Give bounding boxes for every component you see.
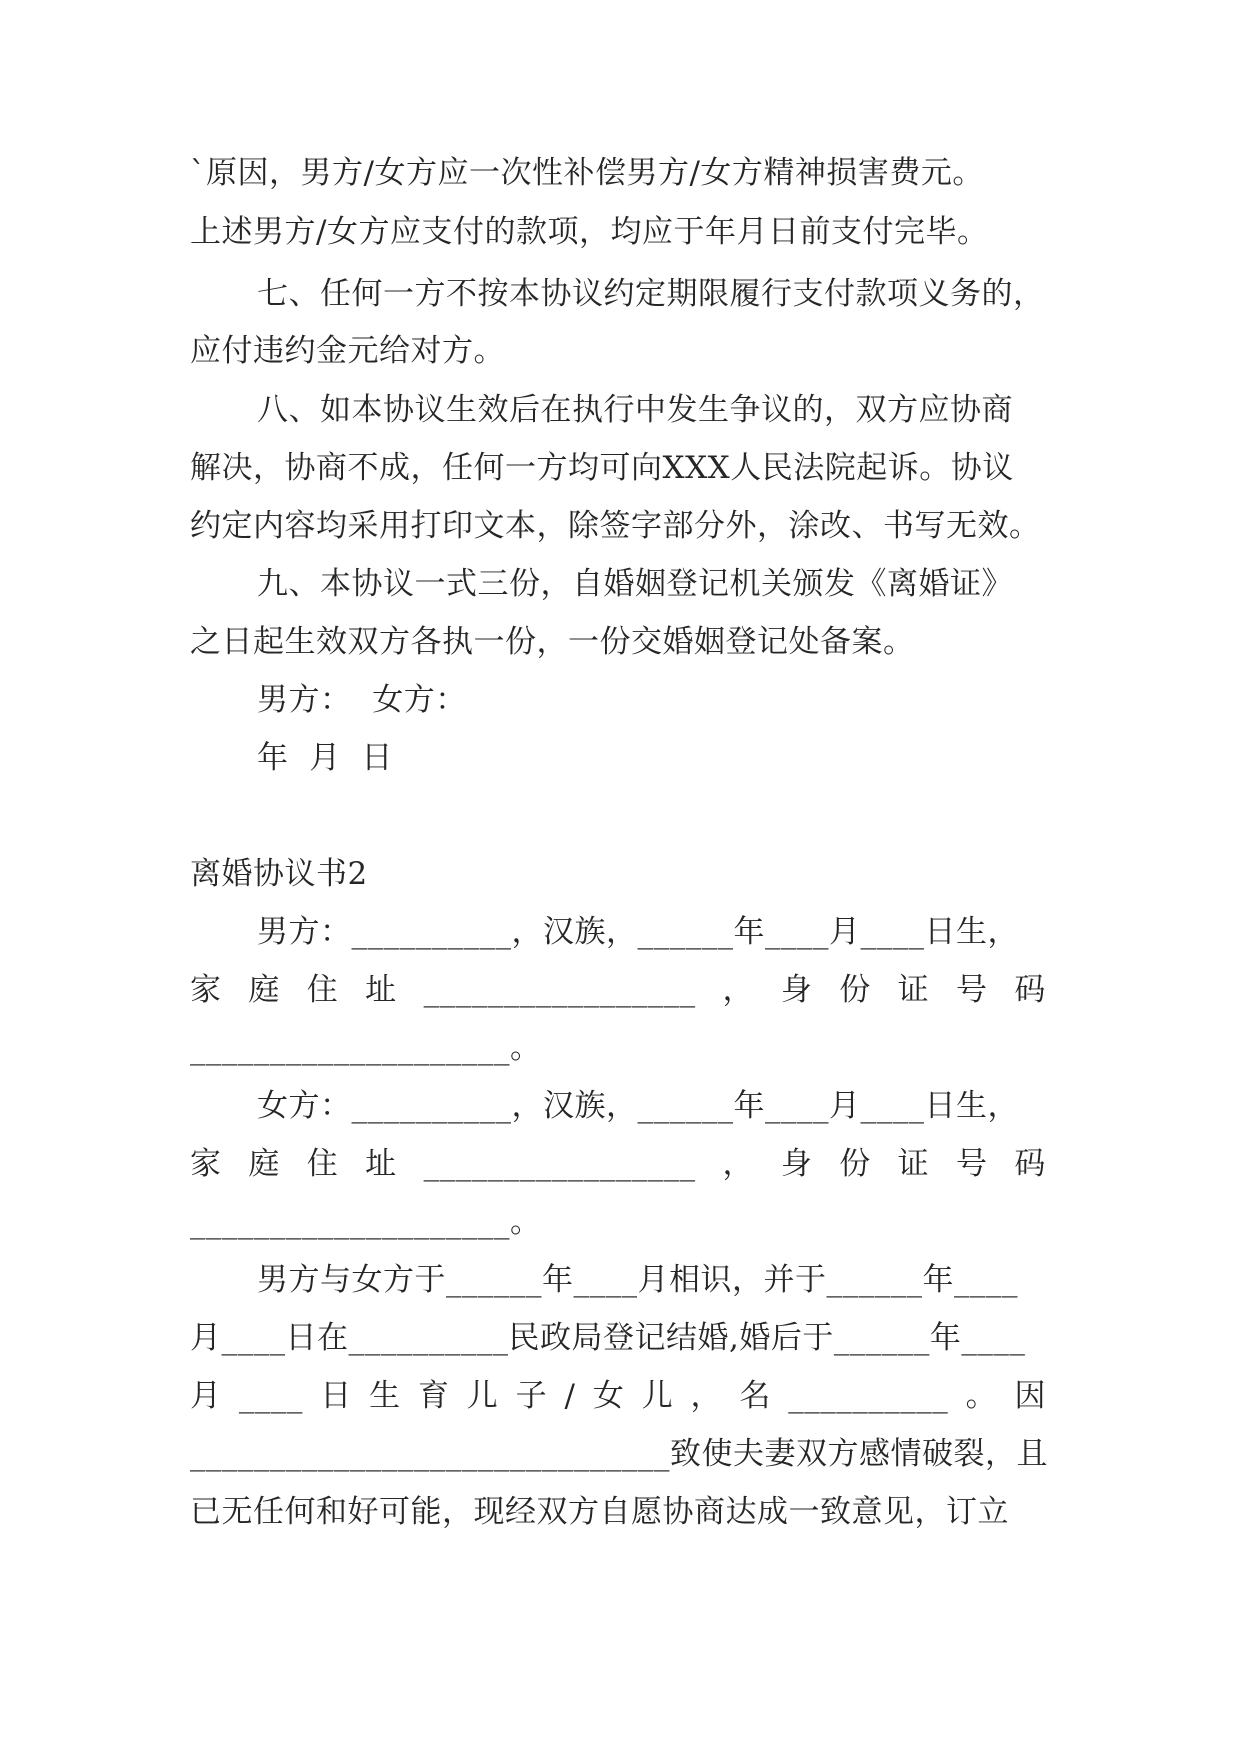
text-segment: 庭	[248, 972, 280, 1008]
text-line: `原因，男方/女方应一次性补偿男方/女方精神损害费元。	[190, 155, 984, 191]
female-party-line: 女方：__________，汉族，______年____月____日生，	[257, 1088, 1019, 1124]
text-segment: 份	[839, 1146, 871, 1182]
text-segment: 名	[739, 1378, 771, 1414]
signature-line: 男方： 女方：	[257, 682, 467, 718]
child-line	[190, 1376, 1046, 1416]
blank-field: __________	[788, 1378, 949, 1414]
text-segment: 码	[1014, 1146, 1046, 1182]
text-segment: 住	[306, 972, 339, 1008]
text-line: 约定内容均采用打印文本，除签字部分外，涂改、书写无效。	[190, 508, 1041, 544]
text-line: 应付违约金元给对方。	[190, 333, 505, 369]
date-line: 年 月 日	[257, 740, 393, 776]
male-party-line: 男方：__________，汉族，______年____月____日生，	[257, 914, 1019, 950]
text-segment: 码	[1014, 972, 1046, 1008]
text-line: 之日起生效双方各执一份，一份交婚姻登记处备案。	[190, 624, 915, 660]
text-segment: 家	[190, 972, 222, 1008]
text-segment: 证	[897, 972, 930, 1008]
text-segment: 号	[956, 972, 988, 1008]
text-segment: 身	[780, 972, 813, 1008]
text-segment: 证	[897, 1146, 930, 1182]
text-segment: 生	[369, 1378, 401, 1414]
text-segment: 住	[306, 1146, 339, 1182]
female-id-line: ____________________。	[190, 1204, 542, 1240]
blank-field: _________________	[423, 1146, 696, 1182]
male-id-line: ____________________。	[190, 1030, 542, 1066]
text-segment: 份	[839, 972, 871, 1008]
text-segment: 家	[190, 1146, 222, 1182]
male-address-line	[190, 970, 1046, 1010]
blank-field: _________________	[423, 972, 696, 1008]
text-segment: 址	[365, 1146, 397, 1182]
text-line: 已无任何和好可能，现经双方自愿协商达成一致意见，订立	[190, 1494, 1009, 1530]
text-segment: 月	[190, 1378, 222, 1414]
text-segment: ，	[722, 972, 754, 1008]
section-title: 离婚协议书2	[190, 856, 368, 892]
text-segment: /	[564, 1378, 576, 1414]
text-segment: 号	[956, 1146, 988, 1182]
text-segment: 女	[592, 1378, 625, 1414]
text-segment: 育	[417, 1378, 450, 1414]
text-segment: 子	[515, 1378, 548, 1414]
reason-line: ______________________________致使夫妻双方感情破裂，且	[190, 1436, 1048, 1472]
text-segment: 日	[320, 1378, 352, 1414]
marriage-line: 男方与女方于______年____月相识，并于______年____	[257, 1262, 1018, 1298]
text-segment: ，	[722, 1146, 754, 1182]
text-line: 上述男方/女方应支付的款项，均应于年月日前支付完毕。	[190, 214, 989, 250]
text-segment: 庭	[248, 1146, 280, 1182]
text-segment: 。	[965, 1378, 998, 1414]
text-segment: 因	[1014, 1378, 1046, 1414]
text-line: 解决，协商不成，任何一方均可向XXX人民法院起诉。协议	[190, 450, 1014, 486]
text-segment: ，	[690, 1378, 723, 1414]
clause-8-line: 八、如本协议生效后在执行中发生争议的，双方应协商	[257, 392, 1013, 428]
clause-7-line: 七、任何一方不按本协议约定期限履行支付款项义务的，	[257, 276, 1045, 312]
blank-field: ____	[238, 1378, 303, 1414]
text-segment: 儿	[466, 1378, 499, 1414]
text-segment: 址	[365, 972, 397, 1008]
text-segment: 儿	[641, 1378, 674, 1414]
marriage-line: 月____日在__________民政局登记结婚,婚后于______年____	[190, 1320, 1026, 1356]
text-segment: 身	[780, 1146, 813, 1182]
clause-9-line: 九、本协议一式三份，自婚姻登记机关颁发《离婚证》	[257, 566, 1013, 602]
female-address-line	[190, 1144, 1046, 1184]
